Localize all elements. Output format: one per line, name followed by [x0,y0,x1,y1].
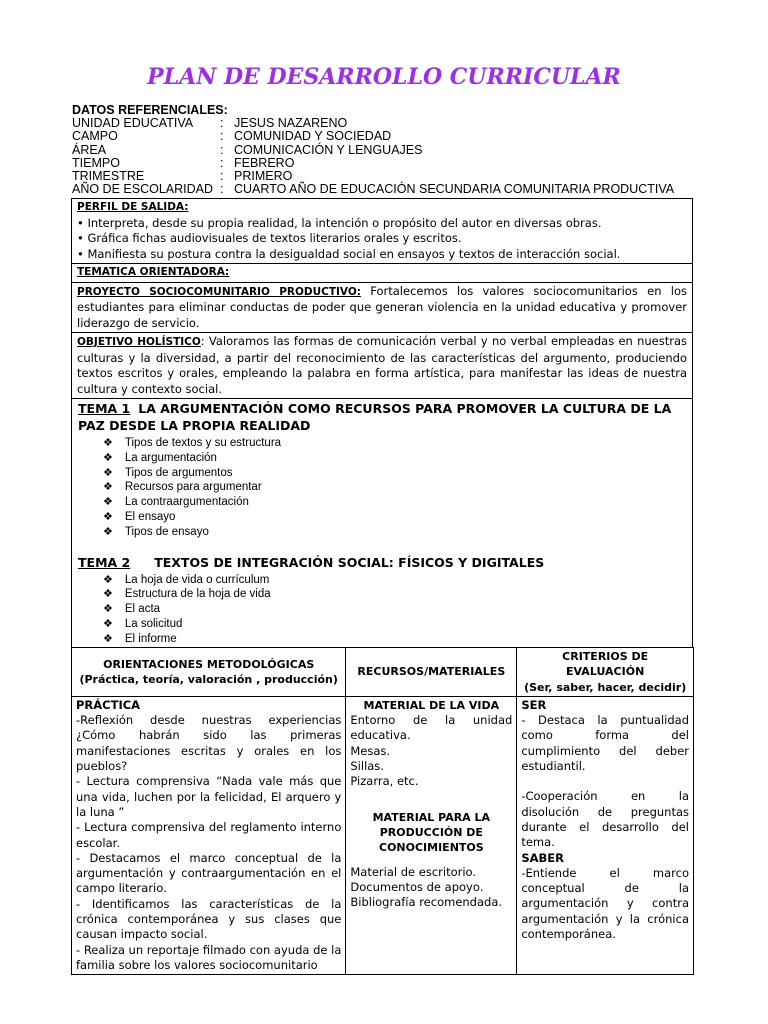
list-item: Bibliografía recomendada. [350,895,503,910]
table-header-row [72,648,694,697]
datos-referenciales [72,104,697,196]
list-item: - Destaca la puntualidad como forma del cumplimiento del deber estudiantil. [521,713,689,774]
perfil-item: • Gráfica fichas audiovisuales de textos literarios orales y escritos. [77,231,462,245]
list-item: - Destacamos el marco conceptual de la argumentación y contraargumentación en el campo literario. [76,850,342,896]
list-item: ❖ Estructura de la hoja de vida [103,587,687,602]
proyecto-label: PROYECTO SOCIOCOMUNITARIO PRODUCTIVO: [77,285,361,298]
objetivo-section [72,333,692,399]
orientaciones-cell [72,696,346,974]
column-header-recursos: RECURSOS/MATERIALES [346,648,517,697]
list-item: Pizarra, etc. [350,774,419,789]
tema2-title: TEXTOS DE INTEGRACIÓN SOCIAL: FÍSICOS Y DIGITALES [154,554,545,570]
perfil-item: • Interpreta, desde su propia realidad, la intención o propósito del autor en diversas obras. [77,215,602,230]
list-item: -Cooperación en la disolución de preguntas durante el desarrollo del tema. [521,789,689,850]
tematica-label: TEMATICA ORIENTADORA: [77,266,230,278]
list-item: ❖ La solicitud [103,617,687,632]
list-item: Material de escritorio. [350,864,477,879]
methodology-table [71,647,694,975]
list-item: ❖ El informe [103,632,687,647]
list-item: - Realiza un reportaje filmado con ayuda de la familia sobre los valores sociocomunitario [76,942,342,972]
list-item: - Lectura comprensiva “Nada vale más que una vida, luchen por la felicidad, El arquero y la luna ” [76,774,342,819]
tema1-number: TEMA 1 [78,401,131,416]
list-item: ❖ La argumentación [103,451,687,466]
content-box [71,198,693,648]
list-item: ❖ El acta [103,602,687,617]
objetivo-text: : Valoramos las formas de comunicación verbal y no verbal empleadas en nuestras culturas y la diversidad, a partir del reconocimiento de las características del argumento, produciendo textos escritos y orales, empleando la palabra en forma artística, para manifestar las ideas de nuestra cultura y contexto social. [77,334,687,396]
datos-row: CAMPO : COMUNIDAD Y SOCIEDAD [72,129,392,144]
perfil-item: • Manifiesta su postura contra la desigualdad social en ensayos y textos de interacción social. [77,246,621,261]
list-item: ❖ El ensayo [103,510,687,525]
tematica-section [72,264,692,283]
list-item: ❖ Tipos de ensayo [103,525,687,540]
material-vida-heading: MATERIAL DE LA VIDA [363,698,500,712]
datos-row: UNIDAD EDUCATIVA : JESUS NAZARENO [72,116,348,131]
list-item: ❖ La contraargumentación [103,495,687,510]
proyecto-text: Fortalecemos los valores sociocomunitarios en los estudiantes para eliminar conductas de poder que generan violencia en la unidad educativa y promover liderazgo de servicio. [77,283,687,330]
tema2-list [103,573,687,647]
datos-row: AÑO DE ESCOLARIDAD : CUARTO AÑO DE EDUCACIÓN SECUNDARIA COMUNITARIA PRODUCTIVA [72,182,675,197]
datos-row: ÁREA : COMUNICACIÓN Y LENGUAJES [72,142,423,157]
perfil-section [72,199,692,264]
objetivo-label: OBJETIVO HOLÍSTICO [77,336,201,348]
saber-heading: SABER [521,850,564,865]
datos-row: TRIMESTRE : PRIMERO [72,169,293,184]
list-item: ❖ Recursos para argumentar [103,480,687,495]
tema2-number: TEMA 2 [78,554,131,570]
proyecto-section [72,283,692,334]
list-item: -Entiende el marco conceptual de la argumentación y contra argumentación y la crónica contemporánea. [521,865,689,942]
tema1-heading [78,400,687,434]
criterios-cell [517,696,694,974]
tema1-list [103,436,687,540]
material-produccion-heading: MATERIAL PARA LA PRODUCCIÓN DE CONOCIMIENTOS [372,810,491,855]
list-item: -Reflexión desde nuestras experiencias ¿Cómo habrán sido las primeras manifestaciones escritas y orales en los pueblos? [76,713,342,774]
perfil-label: PERFIL DE SALIDA: [77,201,189,213]
list-item: Mesas. [350,743,391,758]
tema1-title: LA ARGUMENTACIÓN COMO RECURSOS PARA PROMOVER LA CULTURA DE LA PAZ DESDE LA PROPIA REALIDAD [78,401,672,433]
datos-heading: DATOS REFERENCIALES: [72,103,228,117]
list-item: ❖ Tipos de textos y su estructura [103,436,687,451]
recursos-cell [346,696,517,974]
document-title: PLAN DE DESARROLLO CURRICULAR [147,64,621,90]
list-item: Sillas. [350,759,384,774]
column-header-orientaciones: ORIENTACIONES METODOLÓGICAS (Práctica, teoría, valoración , producción) [72,648,346,697]
list-item: Entorno de la unidad educativa. [350,713,513,743]
temas-section [72,399,692,648]
list-item: Documentos de apoyo. [350,879,484,894]
column-header-criterios: CRITERIOS DE EVALUACIÓN (Ser, saber, hacer, decidir) [517,648,694,697]
list-item: ❖ La hoja de vida o currículum [103,573,687,588]
list-item: ❖ Tipos de argumentos [103,466,687,481]
tema2-heading [78,554,687,571]
ser-heading: SER [521,697,547,712]
datos-row: TIEMPO : FEBRERO [72,155,295,170]
list-item: - Lectura comprensiva del reglamento interno escolar. [76,820,342,850]
table-row [72,696,694,974]
list-item: - Identificamos las características de la crónica contemporánea y sus clases que causan impacto social. [76,896,342,942]
practica-heading: PRÁCTICA [76,697,141,712]
